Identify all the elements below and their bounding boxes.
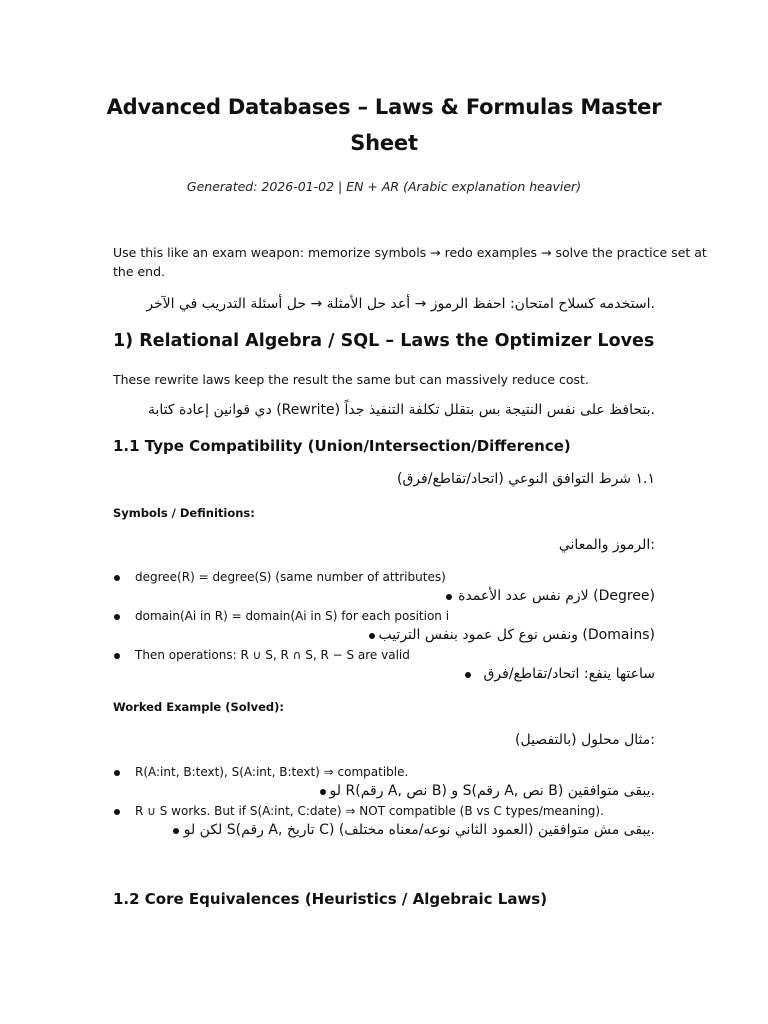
bullet-dot	[320, 789, 326, 795]
bullet-dot	[465, 672, 471, 678]
bullet-dot	[114, 653, 120, 659]
intro-ar: .استخدمه كسلاح امتحان: احفظ الرموز → أعد حل الأمثلة → حل أسئلة التدريب في الآخر	[146, 296, 655, 312]
bullet-dot	[114, 614, 120, 620]
bullet-en-2: domain(Ai in R) = domain(Ai in S) for each position i	[135, 609, 450, 623]
document-title-line-2: Sheet	[350, 131, 418, 155]
section-1-1-heading-ar: ١.١ شرط التوافق النوعي (اتحاد/تقاطع/فرق)	[396, 471, 655, 487]
worked-example-label: Worked Example (Solved):	[113, 700, 284, 714]
example-ar-2: .يبقى مش متوافقين (العمود الثاني نوعه/معناه مختلف) (C تاريخ ,A رقم)S لكن لو	[183, 822, 655, 838]
example-en-2: R ∪ S works. But if S(A:int, C:date) ⇒ NOT compatible (B vs C types/meaning).	[135, 804, 604, 818]
intro-en-line-2: the end.	[113, 264, 166, 279]
bullet-dot	[173, 828, 179, 834]
bullet-en-1: degree(R) = degree(S) (same number of attributes)	[135, 570, 446, 584]
intro-en-line-1: Use this like an exam weapon: memorize symbols → redo examples → solve the practice set at	[113, 245, 707, 260]
bullet-dot	[114, 770, 120, 776]
bullet-dot	[369, 633, 375, 639]
generated-meta: Generated: 2026-01-02 | EN + AR (Arabic explanation heavier)	[186, 179, 582, 194]
bullet-dot	[114, 809, 120, 815]
example-ar-1: .يبقى متوافقين (B نص ,A رقم)S و (B نص ,A رقم)R لو	[329, 783, 655, 799]
bullet-dot	[114, 575, 120, 581]
section-1-1-heading: 1.1 Type Compatibility (Union/Intersection/Difference)	[113, 437, 571, 455]
symbols-label-ar: :الرموز والمعاني	[558, 537, 655, 553]
section-1-desc-en: These rewrite laws keep the result the same but can massively reduce cost.	[113, 372, 589, 387]
bullet-ar-2: (Domains) ونفس نوع كل عمود بنفس الترتيب	[378, 627, 655, 643]
bullet-ar-1: (Degree) لازم نفس عدد الأعمدة	[458, 588, 655, 604]
bullet-dot	[446, 594, 452, 600]
document-title-line-1: Advanced Databases – Laws & Formulas Master	[106, 95, 662, 119]
example-en-1: R(A:int, B:text), S(A:int, B:text) ⇒ compatible.	[135, 765, 409, 779]
section-1-desc-ar: .بتحافظ على نفس النتيجة بس بتقلل تكلفة التنفيذ جداً (Rewrite) دي قوانين إعادة كتابة	[147, 402, 655, 418]
section-1-2-heading: 1.2 Core Equivalences (Heuristics / Algebraic Laws)	[113, 890, 548, 908]
section-1-heading: 1) Relational Algebra / SQL – Laws the Optimizer Loves	[113, 331, 655, 351]
bullet-en-3: Then operations: R ∪ S, R ∩ S, R − S are valid	[135, 648, 410, 662]
symbols-label: Symbols / Definitions:	[113, 506, 255, 520]
bullet-ar-3: ساعتها ينفع: اتحاد/تقاطع/فرق	[483, 666, 655, 682]
worked-example-label-ar: :مثال محلول (بالتفصيل)	[515, 732, 655, 748]
